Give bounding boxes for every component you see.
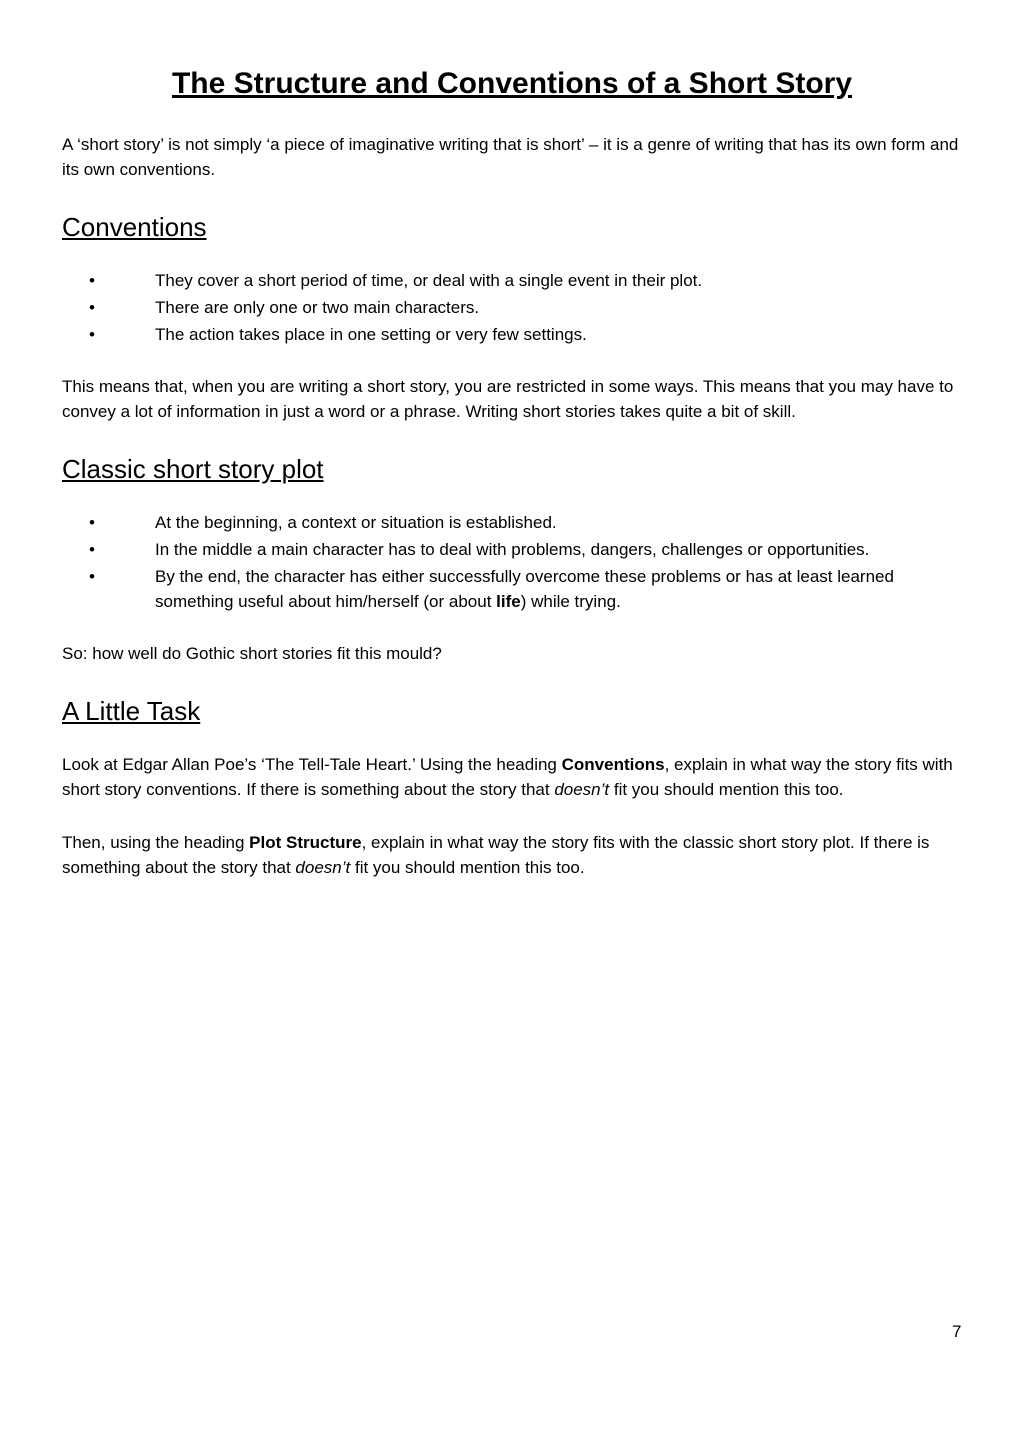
page-number: 7 (952, 1322, 962, 1341)
bullet-icon: • (89, 540, 95, 559)
task-paragraph-1 (62, 752, 962, 802)
list-item-text: They cover a short period of time, or deal with a single event in their plot. (155, 271, 703, 290)
list-item (62, 537, 962, 562)
list-item (62, 322, 962, 347)
task-paragraph-2 (62, 830, 962, 880)
list-item-text: At the beginning, a context or situation is established. (155, 513, 557, 532)
text-run: ) while trying. (520, 592, 621, 611)
plot-heading: Classic short story plot (62, 454, 324, 484)
list-item (62, 295, 962, 320)
text-run: , explain in what way the story fits with short story conventions. If there is something about the story that (62, 755, 953, 799)
conventions-list (62, 268, 962, 347)
list-item-text (155, 567, 894, 611)
bullet-icon: • (89, 271, 95, 290)
italic-text: doesn’t (554, 780, 610, 799)
text-run: Look at Edgar Allan Poe’s ‘The Tell-Tale Heart.’ Using the heading (62, 755, 562, 774)
bullet-icon: • (89, 513, 95, 532)
list-item (62, 564, 962, 614)
text-run: Then, using the heading (62, 833, 250, 852)
bullet-icon: • (89, 325, 95, 344)
list-item (62, 510, 962, 535)
page-title: The Structure and Conventions of a Short Story (171, 67, 853, 100)
italic-text: doesn’t (295, 858, 351, 877)
bullet-icon: • (89, 567, 95, 586)
bold-text: Plot Structure (249, 833, 362, 852)
bold-text: Conventions (561, 755, 665, 774)
text-run: fit you should mention this too. (609, 780, 844, 799)
list-item-text: The action takes place in one setting or very few settings. (155, 325, 587, 344)
list-item-text: In the middle a main character has to deal with problems, dangers, challenges or opportunities. (155, 540, 870, 559)
task-heading: A Little Task (62, 696, 201, 726)
bullet-icon: • (89, 298, 95, 317)
list-item-text: There are only one or two main characters. (155, 298, 480, 317)
conventions-followup-paragraph: This means that, when you are writing a short story, you are restricted in some ways. This means that you may have to convey a lot of information in just a word or a phrase. Writing short stories takes quite a bit of skill. (62, 377, 954, 421)
plot-question-paragraph: So: how well do Gothic short stories fit this mould? (62, 644, 442, 663)
plot-list (62, 510, 962, 614)
text-run: , explain in what way the story fits with the classic short story plot. If there is something about the story that (62, 833, 930, 877)
list-item (62, 268, 962, 293)
text-run: fit you should mention this too. (350, 858, 585, 877)
document-page (62, 62, 962, 880)
conventions-heading: Conventions (62, 212, 207, 242)
intro-paragraph: A ‘short story’ is not simply ‘a piece of imaginative writing that is short’ – it is a genre of writing that has its own form and its own conventions. (62, 135, 959, 179)
bold-text: life (496, 592, 521, 611)
text-run: By the end, the character has either successfully overcome these problems or has at least learned something useful about him/herself (or about (155, 567, 894, 611)
